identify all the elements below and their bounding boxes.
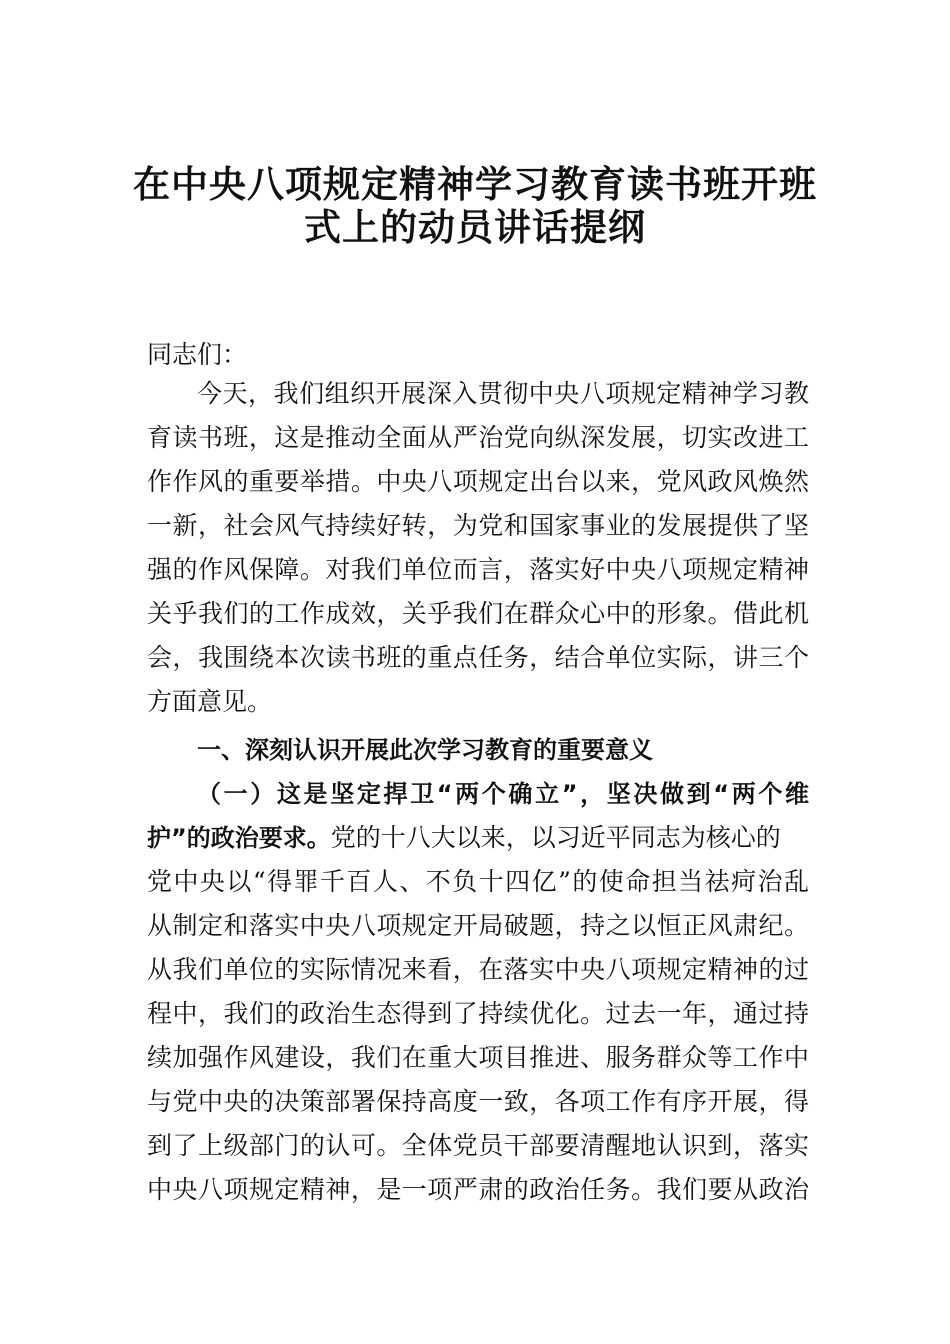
- paragraph-line: 强的作风保障。对我们单位而言，落实好中央八项规定精神: [147, 555, 809, 584]
- document-title-line-2: 式上的动员讲话提纲: [304, 205, 646, 249]
- paragraph-line: 程中，我们的政治生态得到了持续优化。过去一年，通过持: [147, 999, 809, 1028]
- paragraph-line: 与党中央的决策部署保持高度一致，各项工作有序开展，得: [147, 1087, 809, 1116]
- paragraph-line: 今天，我们组织开展深入贯彻中央八项规定精神学习教: [197, 379, 809, 408]
- paragraph-line: 党中央以“得罪千百人、不负十四亿”的使命担当祛疴治乱: [147, 867, 809, 896]
- greeting: 同志们：: [147, 340, 248, 369]
- document-title-line-1: 在中央八项规定精神学习教育读书班开班: [133, 162, 817, 206]
- paragraph-line: 中央八项规定精神，是一项严肃的政治任务。我们要从政治: [147, 1175, 809, 1204]
- paragraph-line: 从我们单位的实际情况来看，在落实中央八项规定精神的过: [147, 955, 809, 984]
- paragraph-line: 一新，社会风气持续好转，为党和国家事业的发展提供了坚: [147, 511, 809, 540]
- paragraph-line: 育读书班，这是推动全面从严治党向纵深发展，切实改进工: [147, 423, 809, 452]
- paragraph-line-mixed: [147, 822, 809, 854]
- subsection-heading-line-1: （一）这是坚定捍卫“两个确立”，坚决做到“两个维: [197, 780, 809, 808]
- paragraph-line: 从制定和落实中央八项规定开局破题，持之以恒正风肃纪。: [147, 911, 809, 940]
- paragraph-text: 党的十八大以来，以习近平同志为核心的: [330, 823, 781, 852]
- paragraph-line: 续加强作风建设，我们在重大项目推进、服务群众等工作中: [147, 1043, 809, 1072]
- paragraph-line: 作作风的重要举措。中央八项规定出台以来，党风政风焕然: [147, 467, 809, 496]
- paragraph-line: 到了上级部门的认可。全体党员干部要清醒地认识到，落实: [147, 1131, 809, 1160]
- paragraph-line: 关乎我们的工作成效，关乎我们在群众心中的形象。借此机: [147, 599, 809, 628]
- paragraph-line: 会，我围绕本次读书班的重点任务，结合单位实际，讲三个: [147, 643, 809, 672]
- section-heading-1: 一、深刻认识开展此次学习教育的重要意义: [197, 736, 653, 764]
- paragraph-line: 方面意见。: [147, 687, 273, 716]
- subsection-heading-line-2: 护”的政治要求。: [147, 824, 331, 852]
